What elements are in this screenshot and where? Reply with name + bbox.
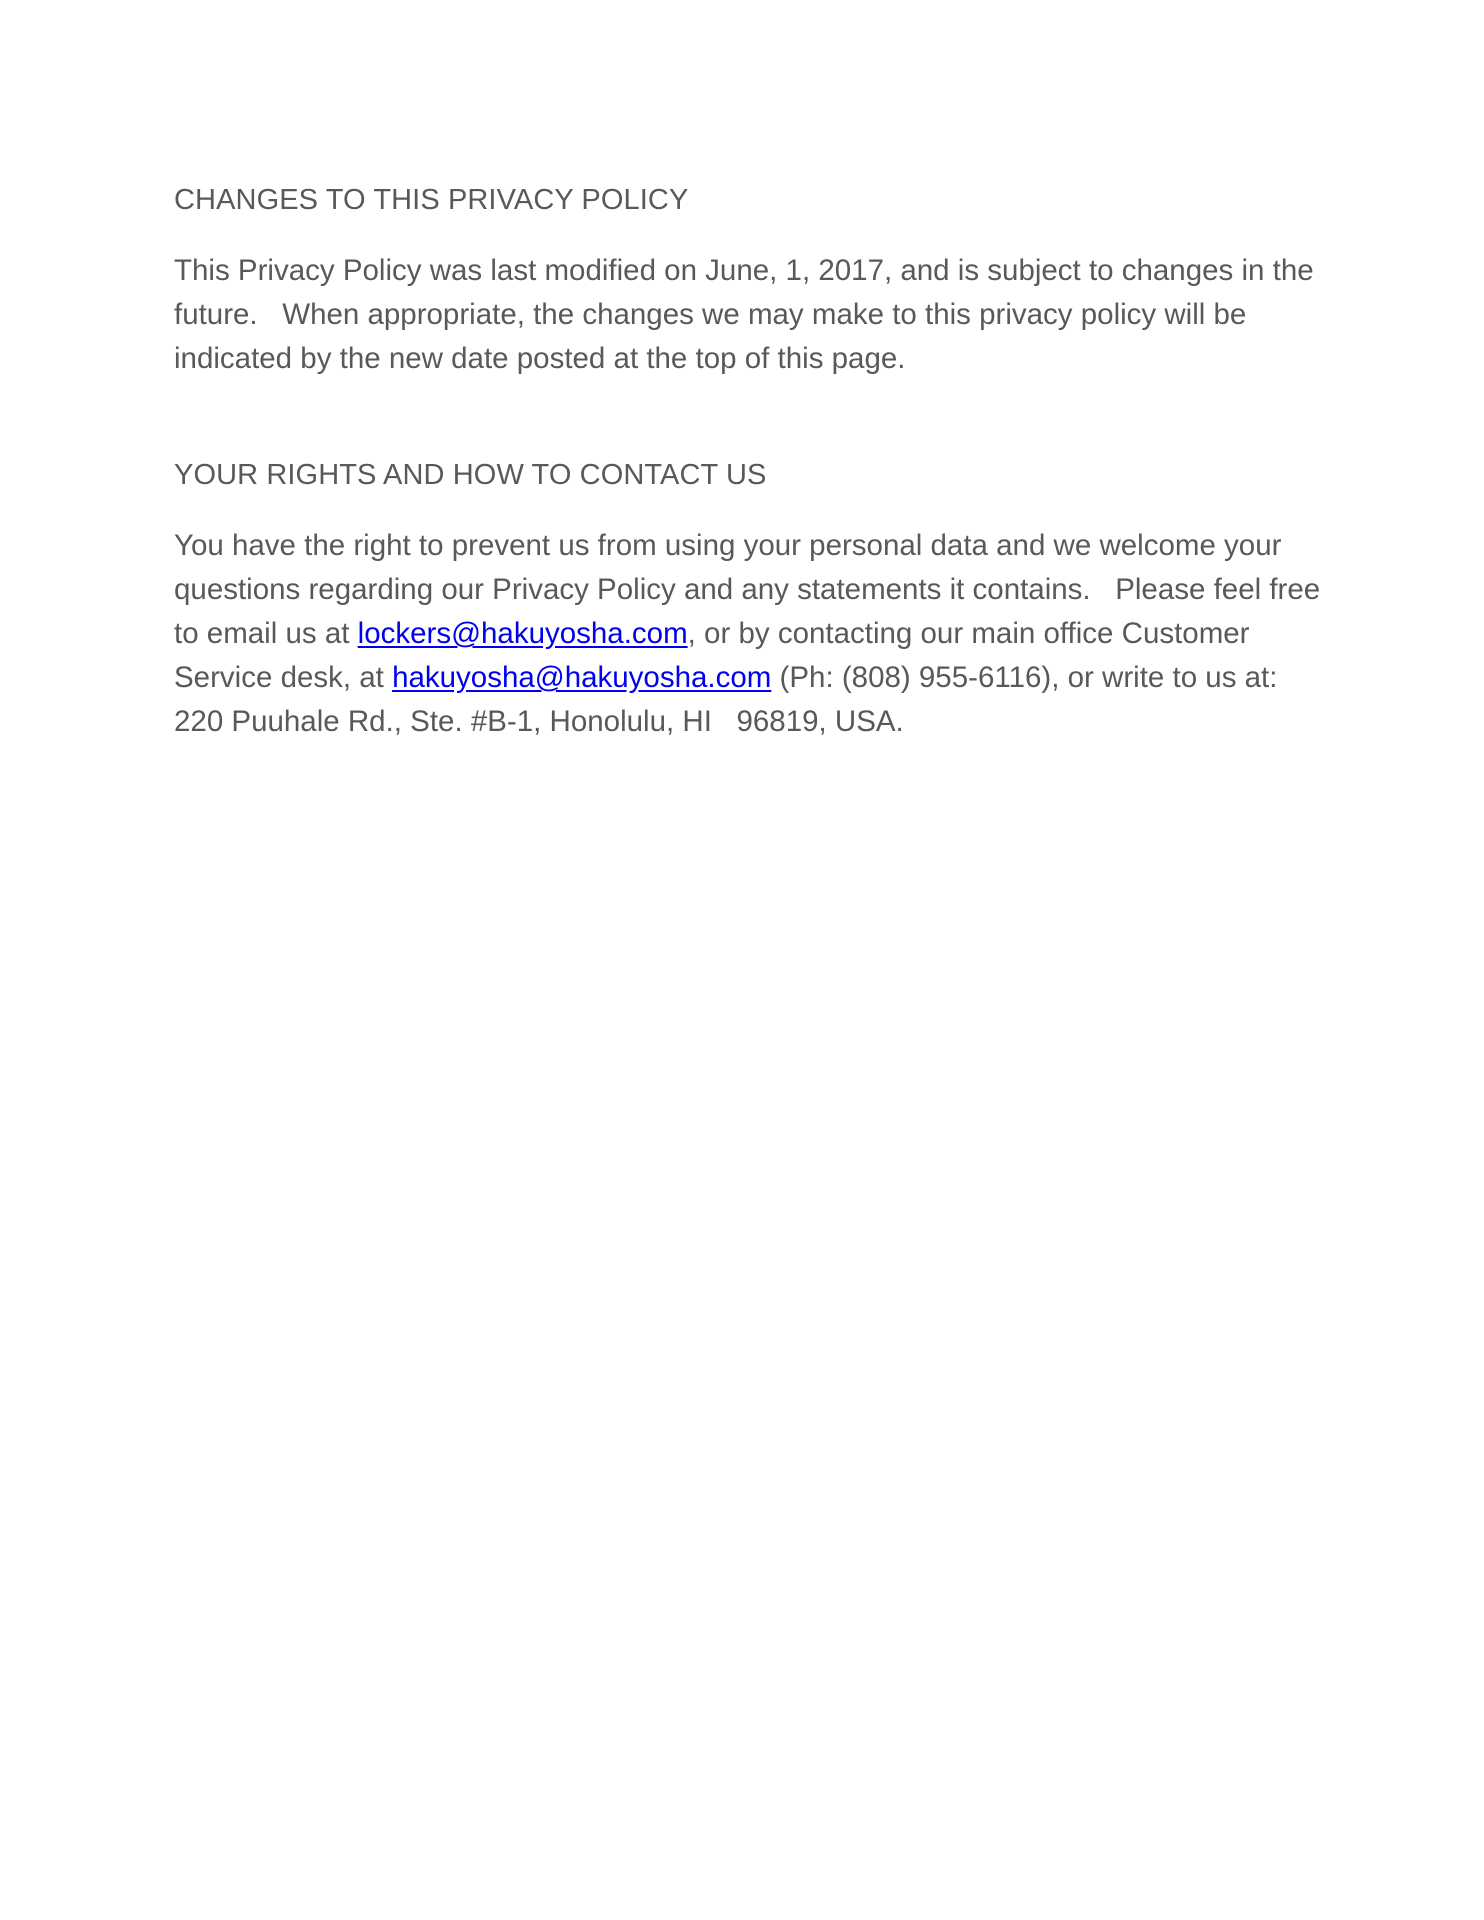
body-line: future. When appropriate, the changes we may make to this privacy policy will be xyxy=(174,298,1247,331)
section-heading-changes: CHANGES TO THIS PRIVACY POLICY xyxy=(174,184,689,216)
body-line xyxy=(174,612,1334,656)
document-page xyxy=(174,178,1334,744)
body-line xyxy=(174,656,1334,700)
hakuyosha-email-link[interactable]: hakuyosha@hakuyosha.com xyxy=(392,661,772,694)
body-text: , or by contacting our main office Customer xyxy=(687,617,1250,650)
body-text: Service desk, at xyxy=(174,661,393,694)
section-heading-rights: YOUR RIGHTS AND HOW TO CONTACT US xyxy=(174,459,767,491)
body-text: to email us at xyxy=(174,617,358,650)
section-body-rights xyxy=(174,524,1334,744)
body-text: (Ph: (808) 955-6116), or write to us at: xyxy=(771,661,1278,694)
body-line: indicated by the new date posted at the top of this page. xyxy=(174,342,906,375)
body-line: You have the right to prevent us from using your personal data and we welcome your xyxy=(174,529,1282,562)
body-line: questions regarding our Privacy Policy and any statements it contains. Please feel free xyxy=(174,573,1321,606)
body-line: This Privacy Policy was last modified on June, 1, 2017, and is subject to changes in the xyxy=(174,254,1314,287)
address-line: 220 Puuhale Rd., Ste. #B-1, Honolulu, HI 96819, USA. xyxy=(174,705,904,738)
section-body-changes xyxy=(174,249,1334,381)
lockers-email-link[interactable]: lockers@hakuyosha.com xyxy=(357,617,688,650)
